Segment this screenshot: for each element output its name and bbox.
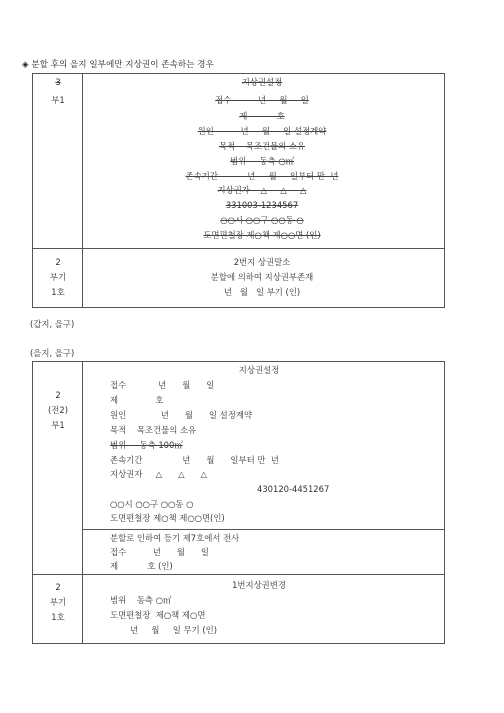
entry-line: 범위 동측 100㎡ <box>110 440 183 450</box>
entry-line: 원인 년 월 일 설정계약 <box>110 410 253 420</box>
entry-line: 접수 년 월 일 <box>110 380 215 390</box>
entry-line: 원인 년 월 일 설정계약 <box>197 126 327 136</box>
register-table-gapji <box>32 73 445 308</box>
entry-line: 제 호 <box>110 395 164 405</box>
rank-number: 2 <box>55 257 61 267</box>
entry-line: 지상권자 △ △ △ <box>110 469 207 479</box>
entry-title: 지상권설정 <box>238 365 280 375</box>
entry-line: 331003-1234567 <box>225 200 299 210</box>
entry-line: 목적 목조건물의 소유 <box>110 425 197 435</box>
entry-line: 지상권자 △ △ △ <box>217 185 307 195</box>
entry-line: 제 호 <box>239 111 285 121</box>
rank-sub: 부1 <box>51 95 65 105</box>
entry-line: 범위 동측 ○㎡ <box>110 595 172 605</box>
entry-line: 존속기간 년 월 일부터 만 년 <box>110 455 279 465</box>
rank-number: 2 <box>55 582 61 592</box>
entry-line: 도면편철장 제○책 제○○면 (인) <box>203 230 321 240</box>
row-divider <box>33 248 444 249</box>
transfer-line: 분할로 인하여 등기 제7호에서 전사 <box>110 533 240 543</box>
entry-line: 지상권설정 <box>241 77 283 87</box>
entry-line: 존속기간 년 월 일부터 만 년 <box>185 171 339 181</box>
section-heading: ◈ 분할 후의 을지 일부에만 지상권이 존속하는 경우 <box>22 60 214 70</box>
entry-line: 도면편철장 제○책 제○면 <box>110 610 206 620</box>
rank-sub: (전2) <box>48 405 68 415</box>
column-divider <box>82 362 83 643</box>
entry-line: ○○시 ○○구 ○○동 ○ <box>220 215 304 225</box>
register-table-eulji <box>32 361 445 644</box>
sub-divider <box>82 529 444 530</box>
entry-line: 2번지 상권말소 <box>233 257 291 267</box>
rank-sub: 부기 <box>49 597 67 607</box>
entry-line: 년 월 일 무기 (인) <box>130 625 218 635</box>
rank-number: 2 <box>55 390 61 400</box>
rank-sub: 1호 <box>51 612 65 622</box>
entry-line: 년 월 일 부기 (인) <box>223 287 301 297</box>
entry-line: 목적 목조건물의 소유 <box>218 141 306 151</box>
transfer-line: 접수 년 월 일 <box>110 547 210 557</box>
transfer-line: 제 호 (인) <box>110 561 173 571</box>
rank-sub: 부기 <box>49 272 67 282</box>
entry-line: ○○시 ○○구 ○○동 ○ <box>110 499 194 509</box>
table-caption: (을지, 을구) <box>30 348 75 358</box>
entry-line: 도면편철장 제○책 제○○면(인) <box>110 513 225 523</box>
entry-line: 범위 동측 ○㎡ <box>229 156 295 166</box>
rank-sub: 부1 <box>51 420 65 430</box>
entry-title: 1번지상권변경 <box>232 580 286 590</box>
column-divider <box>82 74 83 307</box>
entry-line: 430120-4451267 <box>257 484 330 494</box>
entry-line: 분할에 의하여 지상권부존재 <box>210 272 314 282</box>
rank-number: 3 <box>55 77 61 87</box>
rank-sub: 1호 <box>51 287 65 297</box>
row-divider <box>33 574 444 575</box>
table-caption: (갑지, 을구) <box>30 319 75 329</box>
entry-line: 접수 년 월 일 <box>215 95 309 105</box>
